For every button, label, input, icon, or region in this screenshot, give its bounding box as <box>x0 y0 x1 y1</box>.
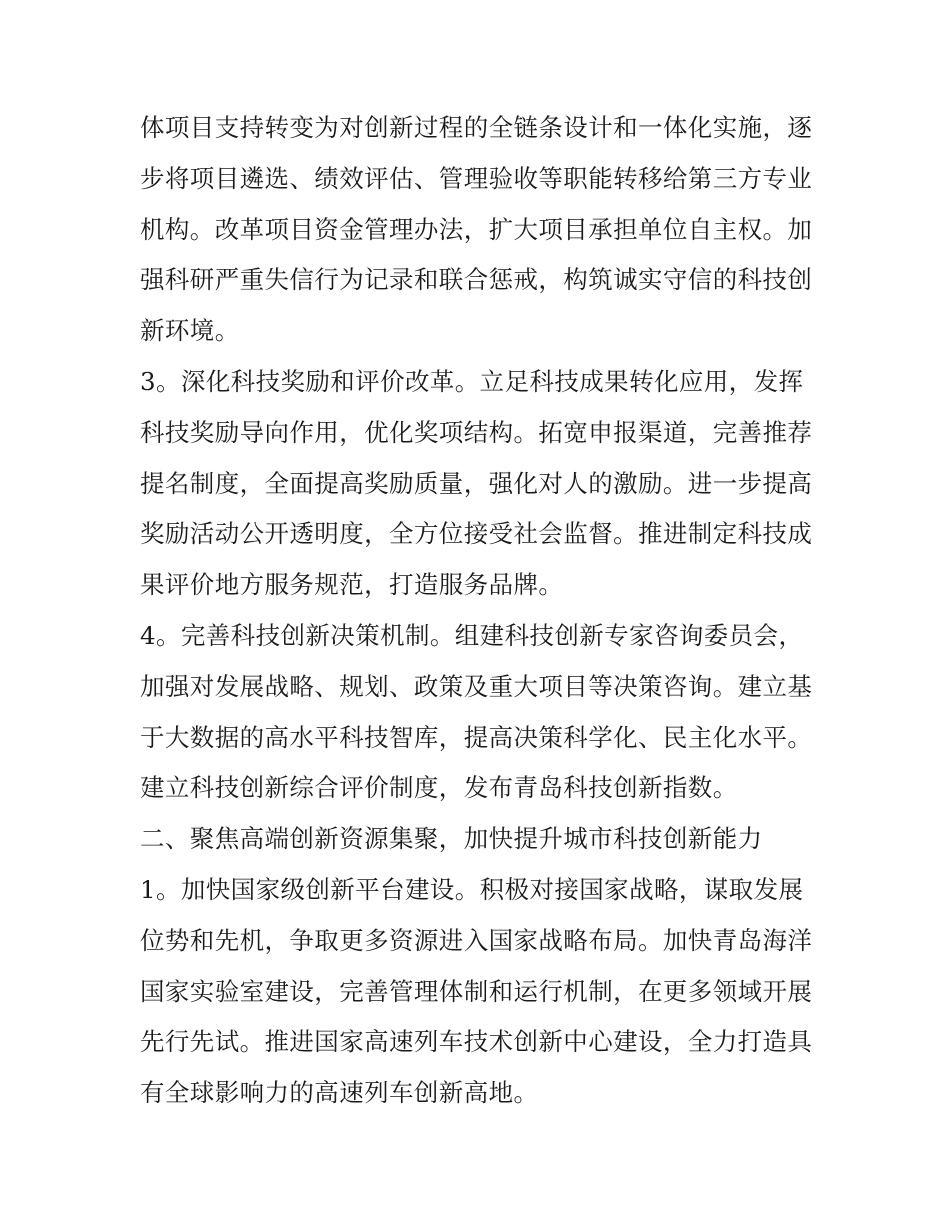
text-line: 奖励活动公开透明度，全方位接受社会监督。推进制定科技成 <box>140 519 813 549</box>
text-line: 科技奖励导向作用，优化奖项结构。拓宽申报渠道，完善推荐 <box>140 417 813 447</box>
text-line: 体项目支持转变为对创新过程的全链条设计和一体化实施，逐 <box>140 113 813 142</box>
section-item-1-heading-line: 1。加快国家级创新平台建设。积极对接国家战略，谋取发展 <box>140 874 804 904</box>
text-line: 建立科技创新综合评价制度，发布青岛科技创新指数。 <box>140 773 738 803</box>
section-heading-2: 二、聚焦高端创新资源集聚，加快提升城市科技创新能力 <box>140 824 763 854</box>
body-text <box>140 103 820 1119</box>
text-line: 于大数据的高水平科技智库，提高决策科学化、民主化水平。 <box>140 722 813 752</box>
text-line: 强科研严重失信行为记录和联合惩戒，构筑诚实守信的科技创 <box>140 265 813 295</box>
text-line: 先行先试。推进国家高速列车技术创新中心建设，全力打造具 <box>140 1027 813 1057</box>
text-line: 有全球影响力的高速列车创新高地。 <box>140 1078 539 1108</box>
section-item-3-heading-line: 3。深化科技奖励和评价改革。立足科技成果转化应用，发挥 <box>140 366 804 396</box>
text-line: 位势和先机，争取更多资源进入国家战略布局。加快青岛海洋 <box>140 925 813 955</box>
text-line: 步将项目遴选、绩效评估、管理验收等职能转移给第三方专业 <box>140 163 813 193</box>
text-line: 机构。改革项目资金管理办法，扩大项目承担单位自主权。加 <box>140 214 813 244</box>
text-line: 加强对发展战略、规划、政策及重大项目等决策咨询。建立基 <box>140 671 813 701</box>
text-line: 果评价地方服务规范，打造服务品牌。 <box>140 570 564 600</box>
section-item-4-heading-line: 4。完善科技创新决策机制。组建科技创新专家咨询委员会， <box>140 620 804 650</box>
text-line: 国家实验室建设，完善管理体制和运行机制，在更多领域开展 <box>140 976 813 1006</box>
text-line: 新环境。 <box>140 316 240 346</box>
text-line: 提名制度，全面提高奖励质量，强化对人的激励。进一步提高 <box>140 468 813 498</box>
